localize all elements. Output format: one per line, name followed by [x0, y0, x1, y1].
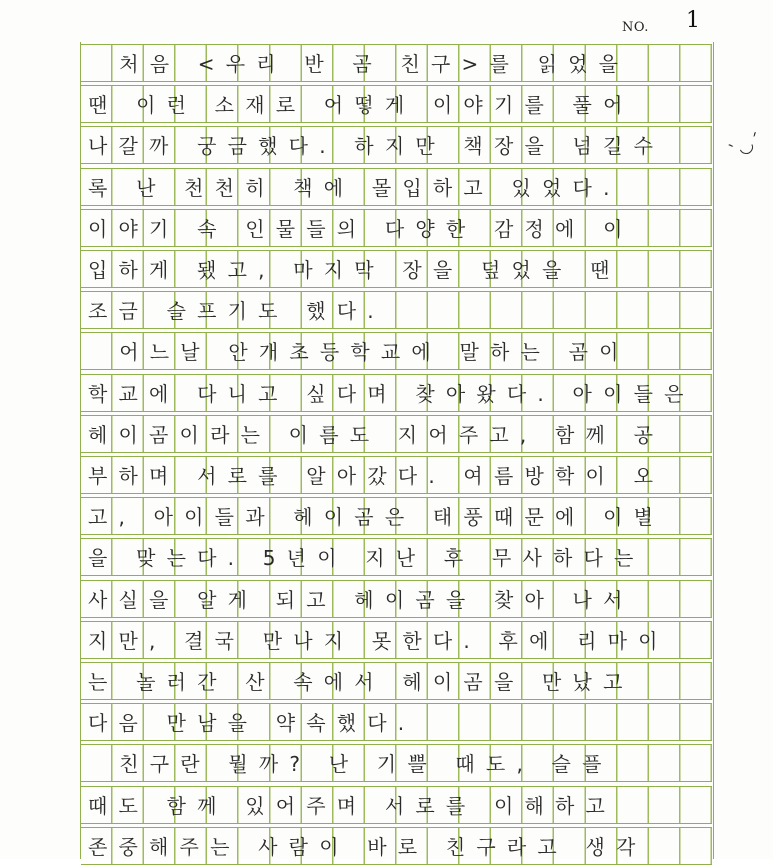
handwritten-line: 처음 <우리 반 곰 친구>를 읽었을 — [88, 52, 630, 76]
handwritten-line: 사실을 알게 되고 헤이곰을 찾아 나서 — [88, 587, 634, 612]
manuscript-row — [81, 621, 712, 659]
handwritten-line: 입하게 됐고, 마지막 장을 덮었을 땐 — [88, 258, 621, 282]
manuscript-row — [81, 126, 712, 164]
handwritten-line: 나갈까 궁금했다. 하지만 책장을 넘길수 — [88, 134, 665, 159]
handwritten-line: 부하며 서로를 알아갔다. 여름방학이 오 — [88, 464, 665, 488]
page-number: 1 — [686, 8, 700, 33]
handwritten-line: 땐 이런 소재로 어떻게 이야기를 풀어 — [88, 93, 634, 118]
manuscript-row — [81, 374, 712, 412]
handwritten-line: 존중해주는 사람이 바로 친구라고 생각 — [88, 834, 647, 859]
handwritten-line: 어느날 안개초등학교에 말하는 곰이 — [88, 340, 630, 365]
handwritten-line: 다음 만남을 약속했다. — [88, 711, 416, 736]
manuscript-grid — [80, 42, 714, 859]
manuscript-row — [81, 415, 712, 453]
manuscript-row — [81, 209, 712, 247]
handwritten-line: 때도 함께 있어주며 서로를 이해하고 — [88, 793, 617, 818]
manuscript-row — [81, 85, 712, 123]
manuscript-row — [81, 662, 712, 700]
manuscript-row — [81, 538, 712, 576]
handwritten-line: 친구란 뭘까? 난 기쁠 때도, 슬플 — [88, 752, 613, 777]
manuscript-row — [81, 744, 712, 782]
handwritten-line: 학교에 다니고 싶다며 찾아왔다. 아이들은 — [88, 381, 695, 406]
handwritten-line: 헤이곰이라는 이름도 지어주고, 함께 공 — [88, 422, 665, 447]
manuscript-row — [81, 250, 712, 288]
smiley-doodle: ˋ◡ˊ — [726, 129, 766, 164]
manuscript-row — [81, 168, 712, 206]
manuscript-row — [81, 456, 712, 494]
manuscript-row — [81, 291, 712, 329]
manuscript-row — [81, 44, 712, 82]
handwritten-line: 록 난 천천히 책에 몰입하고 있었다. — [88, 175, 621, 200]
manuscript-row — [81, 703, 712, 741]
manuscript-row — [81, 497, 712, 535]
handwritten-line: 지만, 결국 만나지 못한다. 후에 리마이 — [88, 628, 669, 653]
page-number-label: NO. — [622, 20, 649, 35]
handwritten-line: 을 맞는다. 5년이 지난 후 무사하다는 — [88, 546, 645, 571]
manuscript-row — [81, 580, 712, 618]
handwritten-line: 고, 아이들과 헤이곰은 태풍때문에 이별 — [88, 505, 665, 530]
handwritten-line: 는 놀러간 산 속에서 헤이곰을 만났고 — [88, 670, 634, 694]
manuscript-row — [81, 332, 712, 370]
handwritten-line: 이야기 속 인물들의 다양한 감정에 이 — [88, 216, 634, 241]
manuscript-row — [81, 786, 712, 824]
handwritten-line: 조금 슬프기도 했다. — [88, 299, 385, 324]
manuscript-row — [81, 827, 712, 865]
